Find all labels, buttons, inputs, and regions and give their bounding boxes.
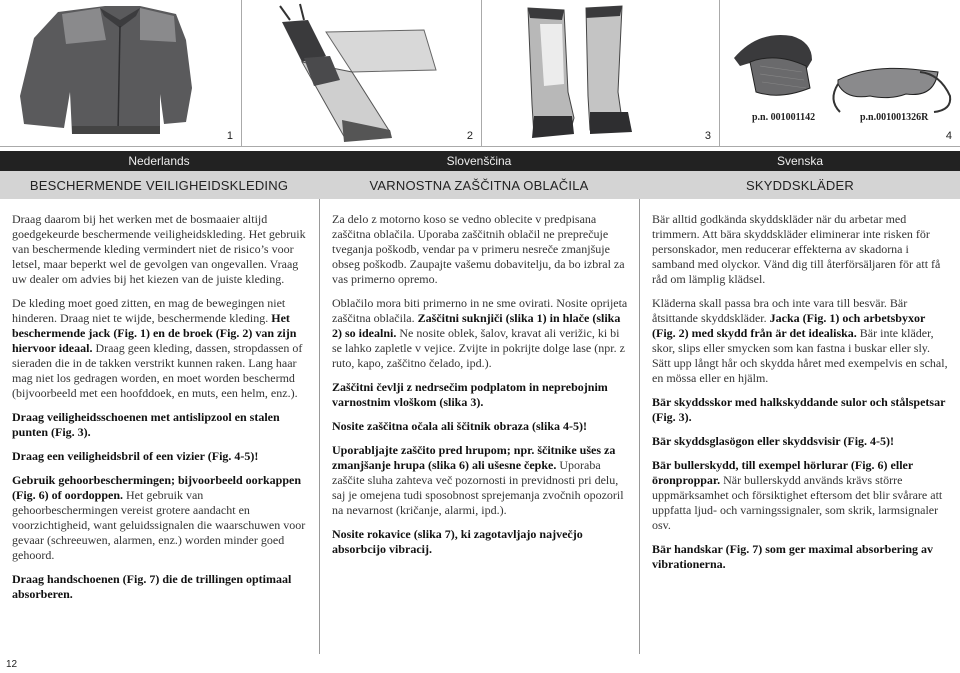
paragraph: Kläderna skall passa bra och inte vara till besvär. Bär åtsittande skyddskläder. Jacka (Fig. 1) och arbetsbyxor (Fig. 2) med skydd från är det idealiska. Bär inte kläder, skor, slips eller smycken som kan fastna i buskar eller sly. Sätt upp långt hår och skydda håret med exempelvis en schal, en mössa eller en hjälm.: [652, 296, 948, 385]
paragraph: Za delo z motorno koso se vedno oblecite v predpisana zaščitna oblačila. Uporaba zaščitnih oblačil ne preprečuje tveganja poškodb, vendar pa v primeru nesreče zmanjšuje obseg poškodb. Zaupajte vašemu dobavitelju, da bo izbral za vas primerno opremo.: [332, 212, 625, 286]
figure-3: [482, 0, 720, 147]
figure-number: 1: [226, 130, 233, 142]
column-swedish: [652, 212, 950, 581]
helmet-visor-glasses-icon: [720, 0, 960, 147]
language-swedish: Svenska: [776, 154, 824, 168]
boots-icon: [482, 0, 720, 147]
language-slovenian: Slovenščina: [446, 154, 512, 168]
trousers-icon: [242, 0, 482, 147]
section-title-swedish: SKYDDSKLÄDER: [746, 178, 854, 193]
part-number-glasses: p.n.001001326R: [860, 112, 929, 123]
paragraph: Draag een veiligheidsbril of een vizier (Fig. 4-5)!: [12, 449, 259, 463]
section-title-band: [0, 171, 960, 199]
paragraph: Bär skyddsglasögon eller skyddsvisir (Fig. 4-5)!: [652, 434, 895, 448]
column-divider: [319, 199, 320, 654]
language-dutch: Nederlands: [128, 154, 190, 168]
figure-4: [720, 0, 960, 147]
paragraph: Bär handskar (Fig. 7) som ger maximal absorbering av vibrationerna.: [652, 542, 934, 571]
paragraph: Bär alltid godkända skyddskläder när du arbetar med trimmern. Att bära skyddskläder eliminerar inte risken för personskador, men reducerar effekterna av skadorna i samband med olyckor. Vänd dig till återförsäljaren för att få råd om lämplig klädsel.: [652, 212, 941, 286]
column-dutch: [12, 212, 312, 611]
page-number: 12: [6, 659, 18, 670]
figure-number: 4: [945, 130, 952, 142]
jacket-icon: [0, 0, 242, 147]
column-divider: [639, 199, 640, 654]
figure-strip: [0, 0, 960, 147]
figure-2: [242, 0, 482, 147]
section-title-slovenian: VARNOSTNA ZAŠČITNA OBLAČILA: [369, 178, 589, 193]
figure-number: 3: [704, 130, 711, 142]
paragraph: Uporabljajte zaščito pred hrupom; npr. ščitnike ušes za zmanjšanje hrupa (slika 6) ali ušesne čepke. Uporaba zaščite sluha zahteva več pozornosti in previdnosti pri delu, saj je omejena tudi sposobnost sprejemanja zvočnih opozoril na nevarnost (kričanje, alarmi, ipd.).: [332, 443, 624, 517]
paragraph: Oblačilo mora biti primerno in ne sme ovirati. Nosite oprijeta zaščitna oblačila. Zaščitni suknjiči (slika 1) in hlače (slika 2) so idealni. Ne nosite oblek, šalov, kravat ali verižic, ki bi se lahko zapletle v vejice. Zvijte in pokrijte dolge lase (npr. z ruto, kapo, zaščitno čelado, ipd.).: [332, 296, 628, 370]
paragraph: Zaščitni čevlji z nedrsečim podplatom in neprebojnim varnostnim vloškom (slika 3).: [332, 380, 608, 409]
paragraph: Gebruik gehoorbeschermingen; bijvoorbeeld oorkappen (Fig. 6) of oordoppen. Het gebruik van gehoorbeschermingen vereist grotere aandacht en voorzichtigheid, want geluidssignalen die waarschuwen voor gevaar (schreeuwen, alarmen, enz.) worden minder goed gehoord.: [12, 473, 306, 562]
language-header: [0, 151, 960, 171]
paragraph: Draag daarom bij het werken met de bosmaaier altijd goedgekeurde beschermende veiligheidskleding. Het gebruik van beschermende kleding vermindert niet de risico’s voor letsel, maar beperkt wel de gevolgen van ongevallen. Vraag uw dealer om advies bij het kiezen van de juiste kleding.: [12, 212, 306, 286]
column-slovenian: [332, 212, 630, 566]
paragraph: Nosite zaščitna očala ali ščitnik obraza (slika 4-5)!: [332, 419, 587, 433]
part-number-visor: p.n. 001001142: [752, 112, 816, 123]
figure-number: 2: [466, 130, 473, 142]
paragraph: Draag handschoenen (Fig. 7) die de trillingen optimaal absorberen.: [12, 572, 292, 601]
section-title-dutch: BESCHERMENDE VEILIGHEIDSKLEDING: [29, 178, 289, 193]
paragraph: Bär bullerskydd, till exempel hörlurar (Fig. 6) eller öronproppar. När bullerskydd används krävs större uppmärksamhet och försiktighet eftersom det blir svårare att uppfatta ljud- och varningssignaler, som skrik, larmsignaler osv.: [652, 458, 943, 532]
paragraph: De kleding moet goed zitten, en mag de bewegingen niet hinderen. Draag niet te wijde, beschermende kleding. Het beschermende jack (Fig. 1) en de broek (Fig. 2) van zijn hiervoor ideaal. Draag geen kleding, dassen, stropdassen of sieraden die in de takken verstrikt kunnen raken. Lang haar mag niet los gedragen worden, en moet worden beschermd (bijvoorbeeld met een hoofddoek, en muts, een helm, enz.).: [12, 296, 303, 400]
paragraph: Bär skyddsskor med halkskyddande sulor och stålspetsar (Fig. 3).: [652, 395, 946, 424]
paragraph: Nosite rokavice (slika 7), ki zagotavljajo največjo absorbcijo vibracij.: [332, 527, 583, 556]
paragraph: Draag veiligheidsschoenen met antislipzool en stalen punten (Fig. 3).: [12, 410, 280, 439]
figure-1: [0, 0, 242, 147]
